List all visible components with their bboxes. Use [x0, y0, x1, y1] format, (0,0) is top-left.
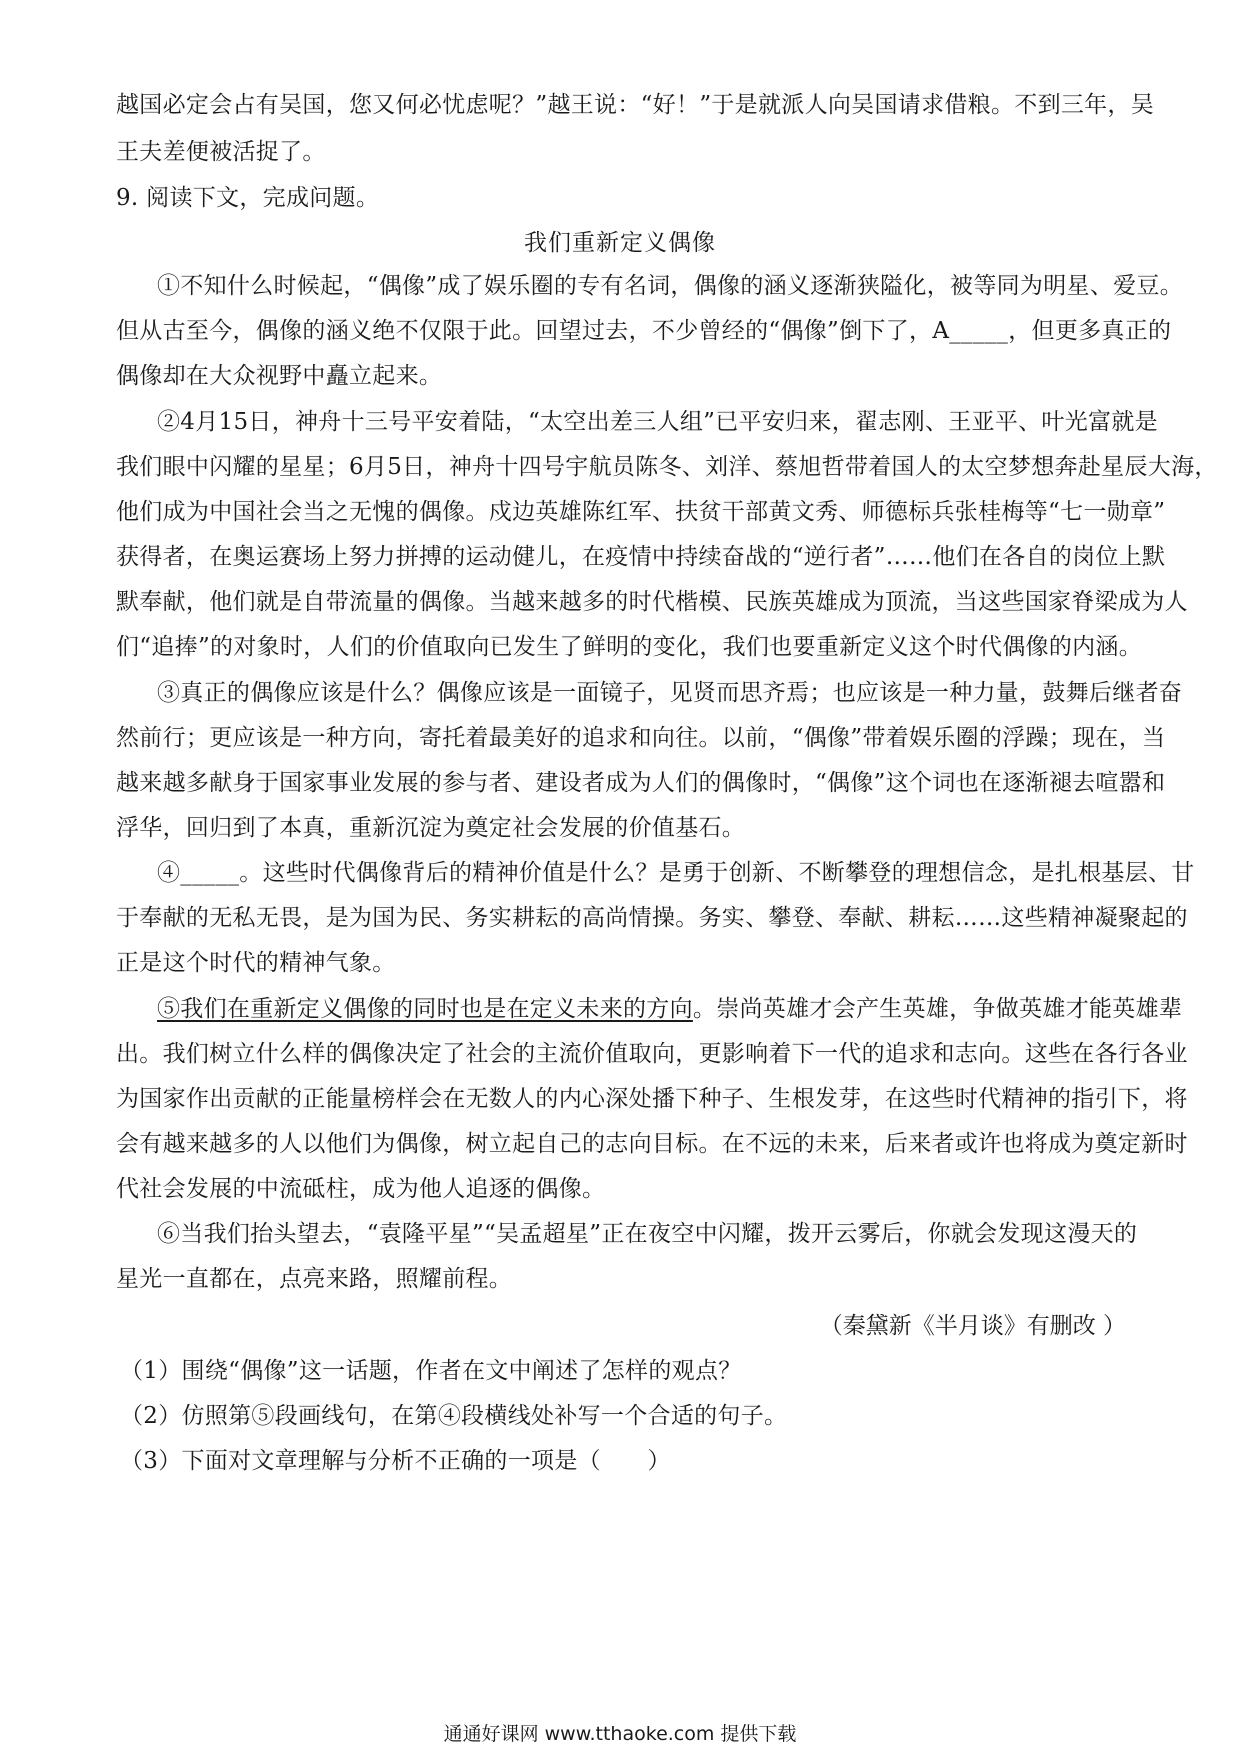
paragraph-6-line: 星光一直都在，点亮来路，照耀前程。 [116, 1266, 513, 1292]
sub-question-1: （1）围绕“偶像”这一话题，作者在文中阐述了怎样的观点？ [120, 1358, 742, 1384]
paragraph-4-line: 于奉献的无私无畏，是为国为民、务实耕耘的高尚情操。务实、攀登、奉献、耕耘……这些精神凝聚起的 [116, 905, 1188, 931]
paragraph-3-line: ③真正的偶像应该是什么？偶像应该是一面镜子，见贤而思齐焉；也应该是一种力量，鼓舞后继者奋 [157, 680, 1183, 706]
prev-passage-line: 越国必定会占有吴国，您又何必忧虑呢？”越王说：“好！”于是就派人向吴国请求借粮。不到三年，吴 [116, 92, 1155, 118]
paragraph-2-line: ②4月15日，神舟十三号平安着陆，“太空出差三人组”已平安归来，翟志刚、王亚平、叶光富就是 [157, 409, 1158, 435]
paragraph-5-line [157, 993, 1183, 1025]
paragraph-3-line: 浮华，回归到了本真，重新沉淀为奠定社会发展的价值基石。 [116, 815, 746, 841]
sub-question-2: （2）仿照第⑤段画线句，在第④段横线处补写一个合适的句子。 [120, 1403, 788, 1429]
underlined-sentence: ⑤我们在重新定义偶像的同时也是在定义未来的方向 [157, 996, 693, 1022]
paragraph-2-line: 我们眼中闪耀的星星；6月5日，神舟十四号宇航员陈冬、刘洋、蔡旭哲带着国人的太空梦想奔赴星辰大海， [116, 454, 1218, 480]
paragraph-1-line: 但从古至今，偶像的涵义绝不仅限于此。回望过去，不少曾经的“偶像”倒下了，A_____，但更多真正的 [116, 318, 1172, 344]
paragraph-3-line: 然前行；更应该是一种方向，寄托着最美好的追求和向往。以前，“偶像”带着娱乐圈的浮躁；现在，当 [116, 725, 1166, 751]
article-title: 我们重新定义偶像 [524, 230, 716, 256]
page-footer: 通通好课网 www.tthaoke.com 提供下载 [443, 1723, 797, 1745]
paragraph-5-line: 出。我们树立什么样的偶像决定了社会的主流价值取向，更影响着下一代的追求和志向。这些在各行各业 [116, 1041, 1188, 1067]
paragraph-5-line: 代社会发展的中流砥柱，成为他人追逐的偶像。 [116, 1176, 606, 1202]
paragraph-6-line: ⑥当我们抬头望去，“袁隆平星”“吴孟超星”正在夜空中闪耀，拨开云雾后，你就会发现这漫天的 [157, 1221, 1138, 1247]
paragraph-4-line: ④_____。这些时代偶像背后的精神价值是什么？是勇于创新、不断攀登的理想信念，是扎根基层、甘 [157, 860, 1195, 886]
article-source: （秦黛新《半月谈》有删改 ） [819, 1313, 1126, 1339]
paragraph-1-line: 偶像却在大众视野中矗立起来。 [116, 363, 443, 389]
paragraph-2-line: 他们成为中国社会当之无愧的偶像。戍边英雄陈红军、扶贫干部黄文秀、师德标兵张桂梅等“七一勋章” [116, 499, 1166, 525]
paragraph-5-line: 为国家作出贡献的正能量榜样会在无数人的内心深处播下种子、生根发芽，在这些时代精神的指引下，将 [116, 1086, 1188, 1112]
paragraph-2-line: 获得者，在奥运赛场上努力拼搏的运动健儿，在疫情中持续奋战的“逆行者”……他们在各自的岗位上默 [116, 544, 1166, 570]
paragraph-2-line: 默奉献，他们就是自带流量的偶像。当越来越多的时代楷模、民族英雄成为顶流，当这些国家脊梁成为人 [116, 589, 1188, 615]
paragraph-2-line: 们“追捧”的对象时，人们的价值取向已发生了鲜明的变化，我们也要重新定义这个时代偶像的内涵。 [116, 634, 1143, 660]
paragraph-3-line: 越来越多献身于国家事业发展的参与者、建设者成为人们的偶像时，“偶像”这个词也在逐渐褪去喧嚣和 [116, 770, 1166, 796]
sub-question-3: （3）下面对文章理解与分析不正确的一项是（ ） [120, 1448, 671, 1474]
paragraph-5-line: 会有越来越多的人以他们为偶像，树立起自己的志向目标。在不远的未来，后来者或许也将成为奠定新时 [116, 1131, 1188, 1157]
prev-passage-line: 王夫差便被活捉了。 [116, 139, 326, 165]
paragraph-5-rest: 。崇尚英雄才会产生英雄，争做英雄才能英雄辈 [692, 996, 1183, 1022]
paragraph-4-line: 正是这个时代的精神气象。 [116, 950, 396, 976]
question-header: 9. 阅读下文，完成问题。 [116, 185, 380, 211]
paragraph-1-line: ①不知什么时候起，“偶像”成了娱乐圈的专有名词，偶像的涵义逐渐狭隘化，被等同为明星、爱豆。 [157, 273, 1184, 299]
